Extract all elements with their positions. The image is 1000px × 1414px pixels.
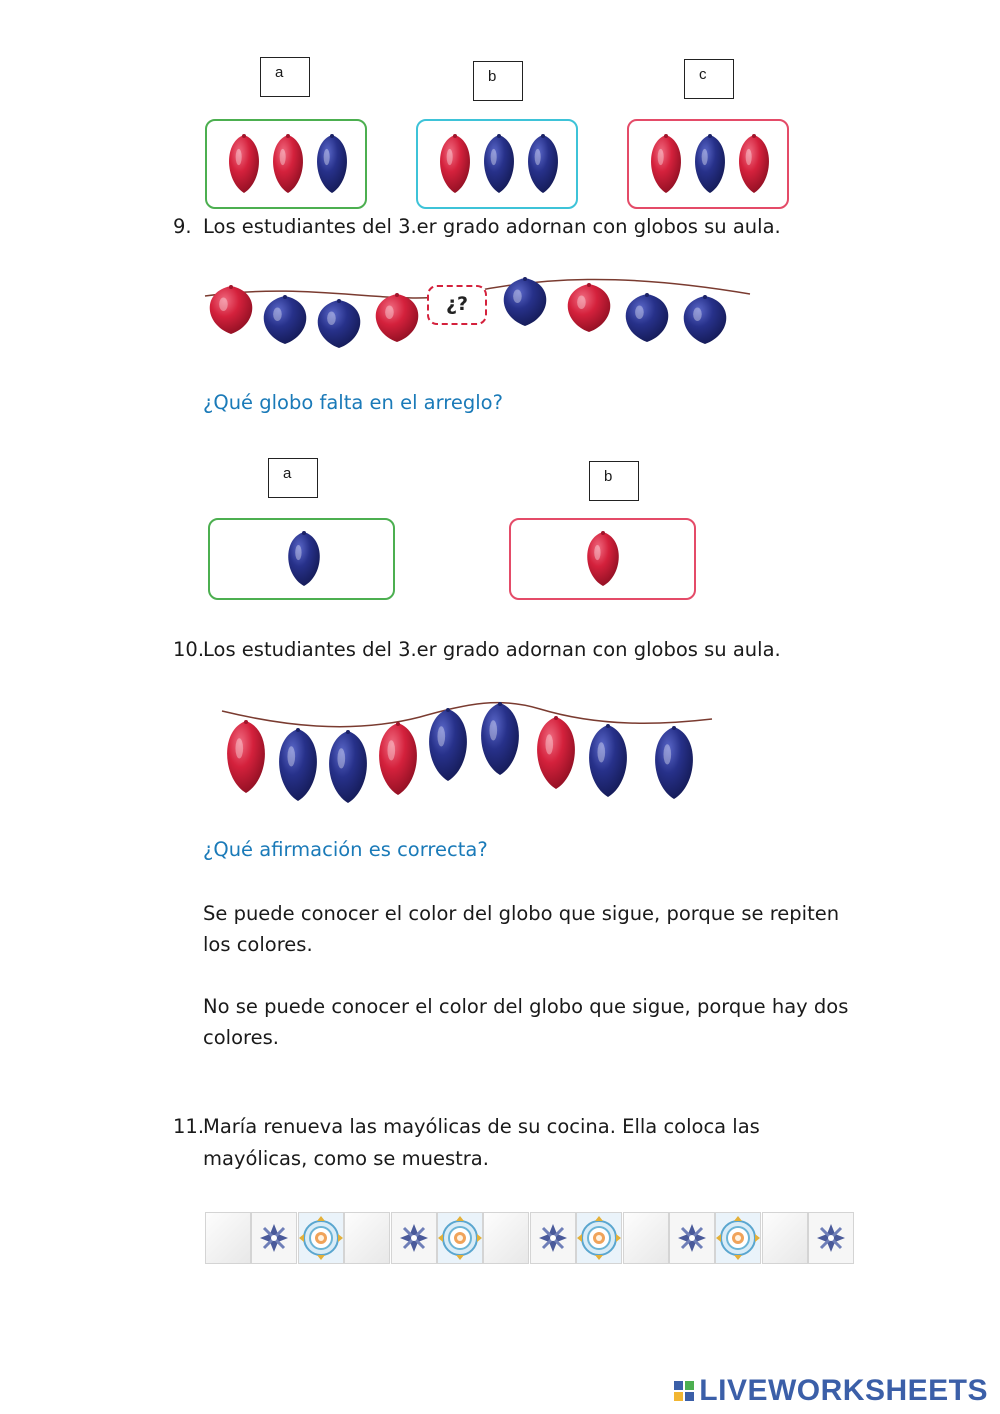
star-tile-icon — [392, 1213, 436, 1263]
balloon-blue — [329, 730, 367, 803]
tile-plain — [762, 1212, 808, 1264]
star-tile-icon — [809, 1213, 853, 1263]
tile-star — [669, 1212, 715, 1264]
balloon-red — [376, 293, 419, 342]
q9-option-b-box[interactable] — [509, 518, 696, 600]
flower-tile-icon — [577, 1213, 621, 1263]
missing-balloon-placeholder: ¿? — [427, 285, 487, 325]
option-c-label[interactable]: c — [684, 59, 734, 99]
question-9-prompt: ¿Qué globo falta en el arreglo? — [203, 391, 503, 414]
tile-flower — [298, 1212, 344, 1264]
question-text: Los estudiantes del 3.er grado adornan con globos su aula. — [203, 638, 781, 661]
option-a-label[interactable]: a — [260, 57, 310, 97]
statement-option-1[interactable]: Se puede conocer el color del globo que sigue, porque se repiten los colores. — [203, 902, 840, 956]
q9-option-a-label[interactable]: a — [268, 458, 318, 498]
balloon-group — [629, 121, 787, 207]
balloon-blue — [318, 299, 361, 348]
tile-star — [391, 1212, 437, 1264]
question-10 — [173, 634, 873, 666]
question-number: 11. — [173, 1115, 205, 1138]
tile-plain — [483, 1212, 529, 1264]
balloon-blue — [429, 708, 467, 781]
balloon-red — [273, 134, 303, 193]
balloon-blue — [655, 726, 693, 799]
balloon-garland-q10 — [220, 695, 720, 805]
balloon-blue — [481, 702, 519, 775]
balloon-red — [537, 716, 575, 789]
balloon-blue — [589, 724, 627, 797]
tile-flower — [576, 1212, 622, 1264]
tile-star — [251, 1212, 297, 1264]
option-c-box[interactable] — [627, 119, 789, 209]
star-tile-icon — [670, 1213, 714, 1263]
tile-pattern-row — [205, 1212, 855, 1264]
balloon-blue — [279, 728, 317, 801]
balloon-red — [227, 720, 265, 793]
balloon-red — [587, 531, 619, 586]
balloon-red — [440, 134, 470, 193]
balloon-red — [511, 520, 694, 598]
q9-option-b-label[interactable]: b — [589, 461, 639, 501]
question-text: Los estudiantes del 3.er grado adornan con globos su aula. — [203, 215, 781, 238]
balloon-blue — [626, 293, 669, 342]
tile-flower — [437, 1212, 483, 1264]
balloon-blue — [695, 134, 725, 193]
balloon-blue — [504, 277, 547, 326]
balloon-blue — [684, 295, 727, 344]
statement-option-2[interactable]: No se puede conocer el color del globo que sigue, porque hay dos colores. — [203, 995, 849, 1049]
question-number: 10. — [173, 638, 205, 661]
star-tile-icon — [531, 1213, 575, 1263]
option-a-box[interactable] — [205, 119, 367, 209]
question-text: María renueva las mayólicas de su cocina. Ella coloca las mayólicas, como se muestra. — [203, 1115, 760, 1170]
balloon-red — [739, 134, 769, 193]
tile-plain — [344, 1212, 390, 1264]
balloon-group — [207, 121, 365, 207]
tile-star — [808, 1212, 854, 1264]
balloon-blue — [288, 531, 320, 586]
flower-tile-icon — [438, 1213, 482, 1263]
balloon-red — [379, 722, 417, 795]
brand-name: LIVEWORKSHEETS — [699, 1374, 988, 1407]
flower-tile-icon — [299, 1213, 343, 1263]
question-9 — [173, 211, 873, 243]
flower-tile-icon — [716, 1213, 760, 1263]
q9-option-a-box[interactable] — [208, 518, 395, 600]
question-10-prompt: ¿Qué afirmación es correcta? — [203, 838, 488, 861]
tile-plain — [205, 1212, 251, 1264]
balloon-blue — [210, 520, 393, 598]
tile-flower — [715, 1212, 761, 1264]
balloon-red — [568, 283, 611, 332]
liveworksheets-logo — [674, 1374, 988, 1408]
balloon-blue — [484, 134, 514, 193]
balloon-red — [229, 134, 259, 193]
balloon-blue — [317, 134, 347, 193]
balloon-blue — [264, 295, 307, 344]
liveworksheets-logo-icon — [674, 1381, 694, 1401]
option-b-label[interactable]: b — [473, 61, 523, 101]
balloon-red — [651, 134, 681, 193]
garland-string — [222, 703, 712, 727]
question-number: 9. — [173, 215, 192, 238]
question-11 — [173, 1111, 873, 1175]
balloon-blue — [528, 134, 558, 193]
tile-plain — [623, 1212, 669, 1264]
option-b-box[interactable] — [416, 119, 578, 209]
tile-star — [530, 1212, 576, 1264]
balloon-group — [418, 121, 576, 207]
star-tile-icon — [252, 1213, 296, 1263]
